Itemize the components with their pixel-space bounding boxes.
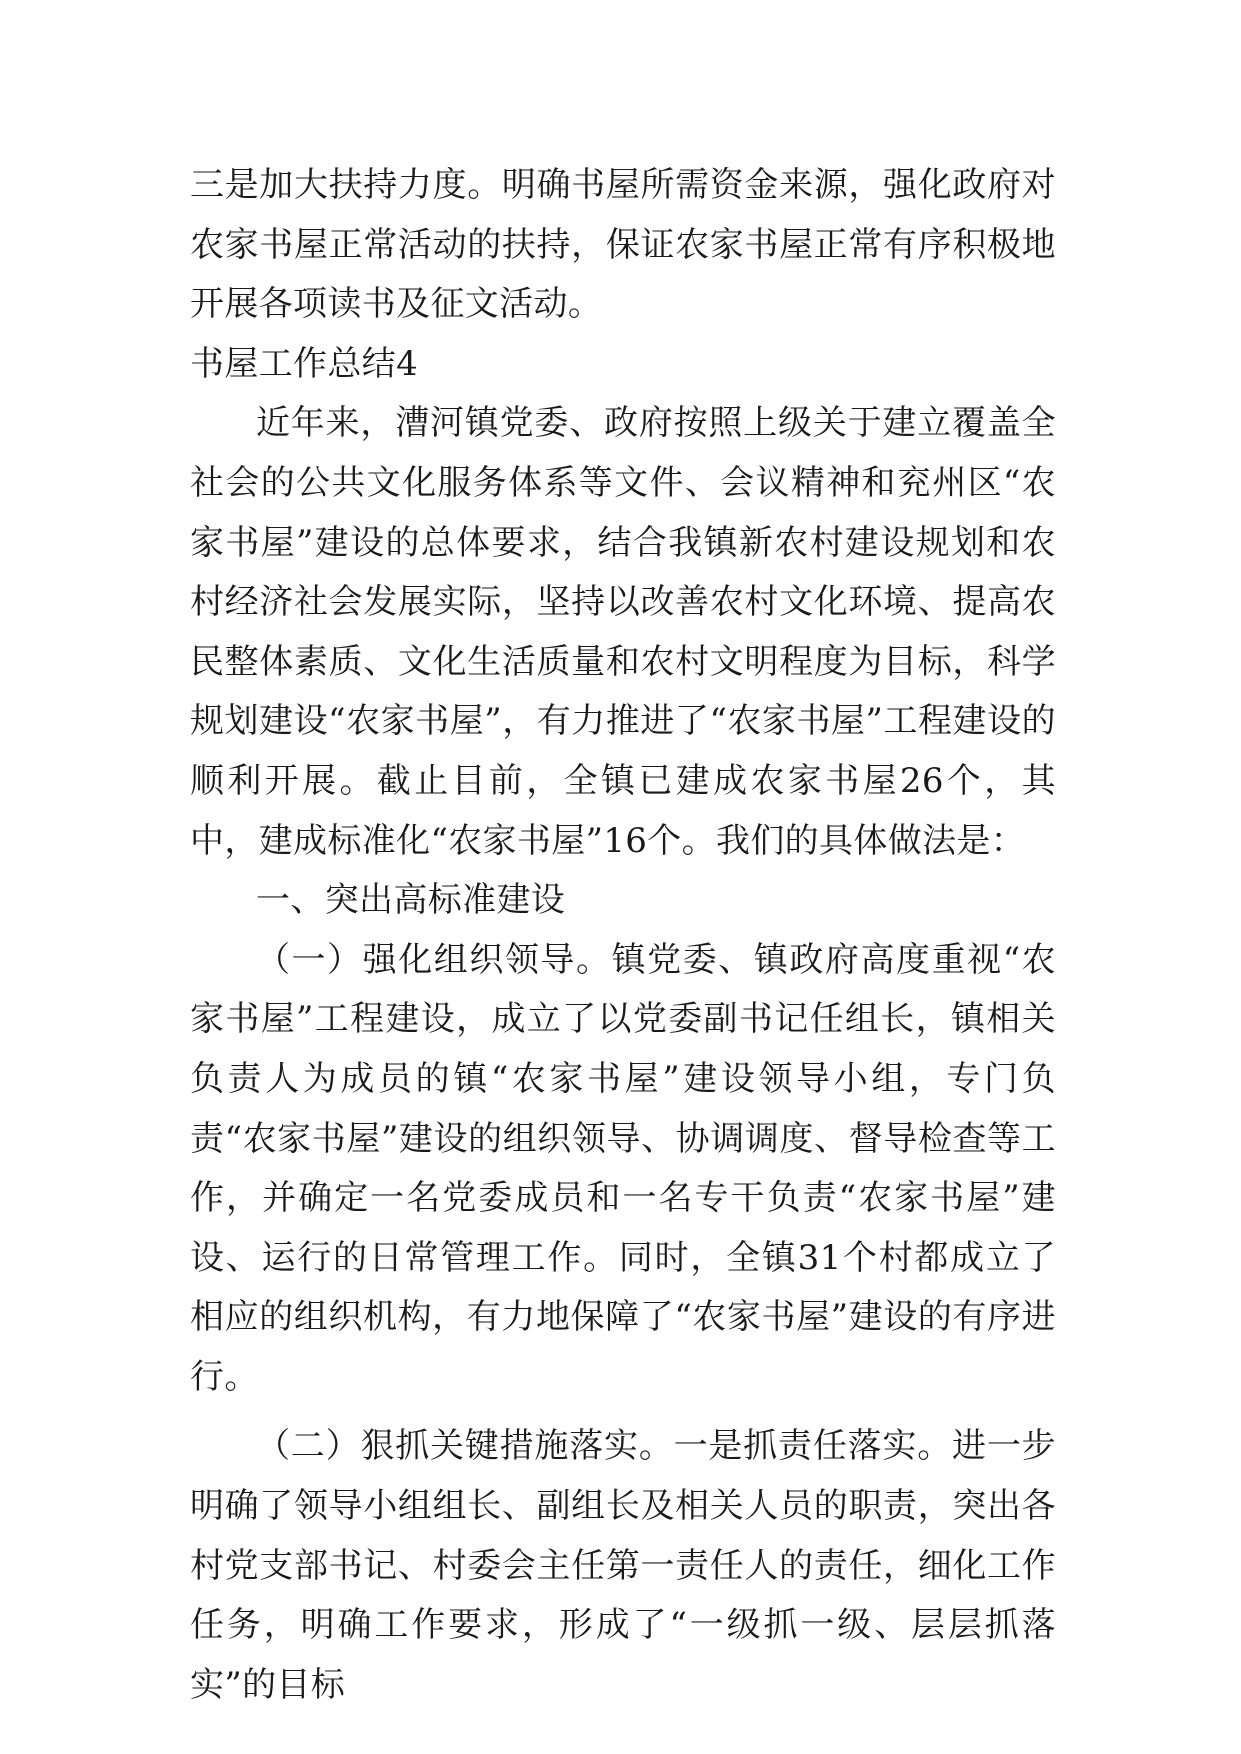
paragraph-organization-leadership: （一）强化组织领导。镇党委、镇政府高度重视“农家书屋”工程建设，成立了以党委副书记任组长，镇相关负责人为成员的镇“农家书屋”建设领导小组，专门负责“农家书屋”建设的组织领导、协调调度、督导检查等工作，并确定一名党委成员和一名专干负责“农家书屋”建设、运行的日常管理工作。同时，全镇31个村都成立了相应的组织机构，有力地保障了“农家书屋”建设的有序进行。: [190, 939, 1056, 1397]
paragraph-key-measures: （二）狠抓关键措施落实。一是抓责任落实。进一步明确了领导小组组长、副组长及相关人员的职责，突出各村党支部书记、村委会主任第一责任人的责任，细化工作任务，明确工作要求，形成了“一级抓一级、层层抓落实”的目标: [190, 1426, 1056, 1705]
paragraph-intro: 近年来，漕河镇党委、政府按照上级关于建立覆盖全社会的公共文化服务体系等文件、会议精神和兖州区“农家书屋”建设的总体要求，结合我镇新农村建设规划和农村经济社会发展实际，坚持以改善农村文化环境、提高农民整体素质、文化生活质量和农村文明程度为目标，科学规划建设“农家书屋”，有力推进了“农家书屋”工程建设的顺利开展。截止目前，全镇已建成农家书屋26个，其中，建成标准化“农家书屋”16个。我们的具体做法是：: [190, 403, 1056, 861]
paragraph-support-funding: 三是加大扶持力度。明确书屋所需资金来源，强化政府对农家书屋正常活动的扶持，保证农家书屋正常有序积极地开展各项读书及征文活动。: [190, 165, 1056, 325]
section-title: 书屋工作总结4: [190, 343, 419, 384]
document-body: [190, 156, 1056, 1715]
section-heading-high-standard: 一、突出高标准建设: [256, 880, 566, 921]
